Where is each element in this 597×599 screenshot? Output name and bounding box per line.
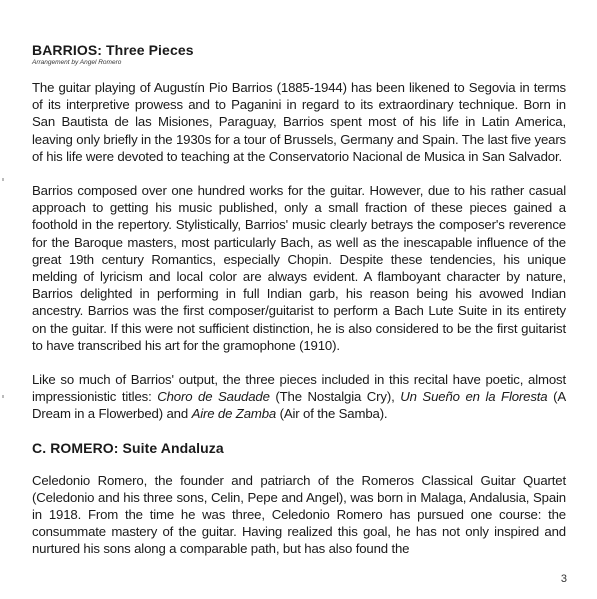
piece-title: Aire de Zamba: [191, 406, 277, 422]
paragraph-barrios-2: Barrios composed over one hundred works for the guitar. However, due to his rather casual approach to getting his music published, only a small fraction of these pieces gained a foothold in the repertory. Stylistically, Barrios' music clearly betrays the composer's reverence for the Baroque masters, most particularly Bach, as well as the inescapable influence of the great 19th century Romantics, especially Chopin. Despite these tendencies, his unique melding of lyricism and local color are always evident. A flamboyant character by nature, Barrios delighted in performing in full Indian garb, his reason being his avowed Indian ancestry. Barrios was the first composer/guitarist to perform a Bach Lute Suite in its entirety on the guitar. If this were not sufficient distinction, he is also considered to be the first guitarist to have transcribed his art for the gramophone (1910).: [32, 183, 566, 353]
paragraph-romero-1: Celedonio Romero, the founder and patriarch of the Romeros Classical Guitar Quartet (Celedonio and his three sons, Celin, Pepe and Angel), was born in Malaga, Andalusia, Spain in 1918. From the time he was three, Celedonio Romero has pursued one course: the consummate mastery of the guitar. Having realized this goal, he has not only inspired and nurtured his sons along a comparable path, but has also found the: [32, 472, 566, 557]
margin-mark: [2, 178, 4, 181]
document-page: [32, 42, 566, 575]
paragraph-text: (The Nostalgia Cry),: [269, 389, 401, 405]
paragraph-text: (Air of the Samba).: [276, 406, 388, 422]
paragraph-barrios-1: The guitar playing of Augustín Pio Barrios (1885-1944) has been likened to Segovia in terms of its interpretive prowess and to Paganini in regard to its extraordinary technique. Born in San Bautista de las Misiones, Paraguay, Barrios spent most of his life in Latin America, leaving only briefly in the 1930s for a tour of Brussels, Germany and Spain. The last five years of his life were devoted to teaching at the Conservatorio Nacional de Musica in San Salvador.: [32, 80, 566, 164]
paragraph-text: (A Dream in a Flowerbed) and: [32, 389, 566, 422]
section-title-barrios: BARRIOS: Three Pieces: [32, 42, 194, 58]
paragraph-barrios-3: [32, 371, 566, 423]
paragraph-text: Like so much of Barrios' output, the three pieces included in this recital have poetic, almost impressionistic titles:: [32, 372, 566, 405]
piece-title: Un Sueño en la Floresta: [400, 389, 548, 405]
section-title-romero: C. ROMERO: Suite Andaluza: [32, 439, 224, 456]
page-number: 3: [560, 573, 567, 585]
arranger-credit: Arrangement by Angel Romero: [32, 59, 122, 66]
margin-mark: [2, 395, 4, 398]
piece-title: Choro de Saudade: [157, 389, 270, 405]
